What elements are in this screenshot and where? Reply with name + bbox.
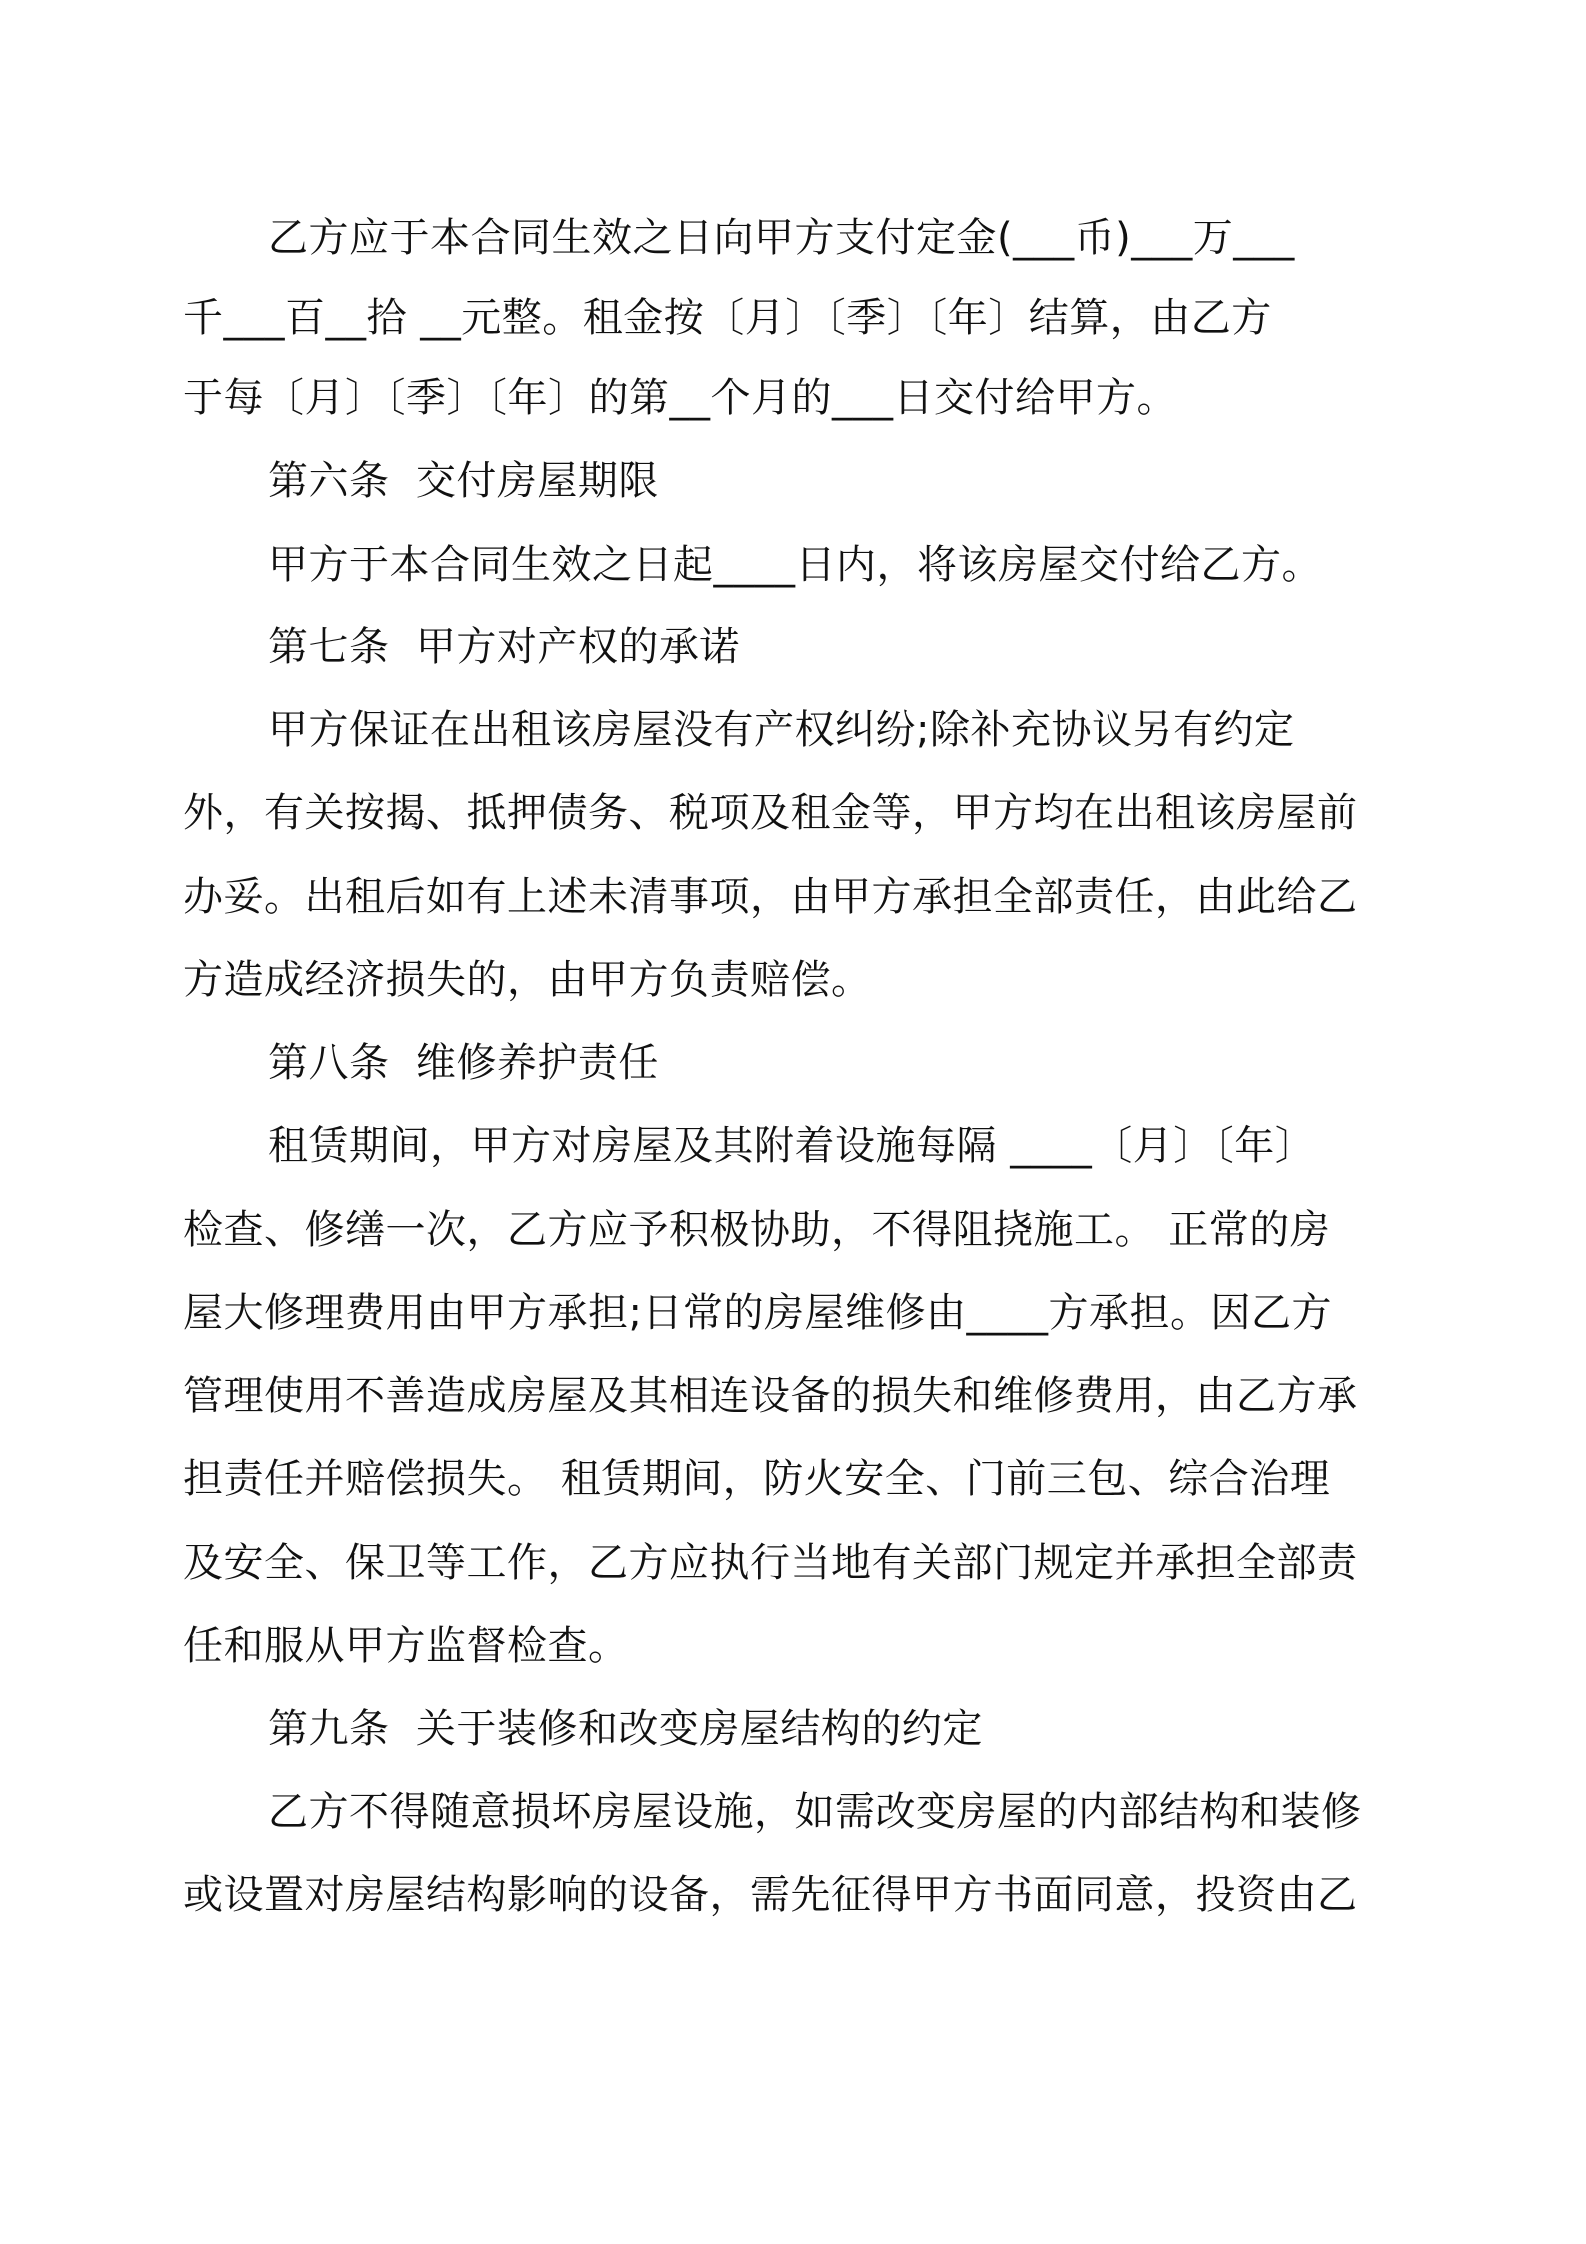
article-8-body-line: 管理使用不善造成房屋及其相连设备的损失和维修费用，由乙方承 [183, 1373, 1358, 1419]
article-8-body-line: 及安全、保卫等工作，乙方应执行当地有关部门规定并承担全部责 [183, 1540, 1358, 1586]
article-6-body-line: 甲方于本合同生效之日起____日内，将该房屋交付给乙方。 [268, 542, 1322, 588]
article-7-heading: 第七条 甲方对产权的承诺 [268, 624, 740, 670]
paragraph-deposit-line: 于每〔月〕〔季〕〔年〕的第__个月的___日交付给甲方。 [183, 375, 1177, 421]
article-8-body-line: 任和服从甲方监督检查。 [183, 1623, 629, 1669]
article-7-body-line: 方造成经济损失的，由甲方负责赔偿。 [183, 957, 872, 1003]
article-9-heading: 第九条 关于装修和改变房屋结构的约定 [268, 1706, 983, 1752]
article-7-body-line: 甲方保证在出租该房屋没有产权纠纷;除补充协议另有约定 [268, 707, 1295, 753]
article-8-heading: 第八条 维修养护责任 [268, 1040, 659, 1086]
article-7-body-line: 办妥。出租后如有上述未清事项，由甲方承担全部责任，由此给乙 [183, 874, 1358, 920]
article-8-body-line: 担责任并赔偿损失。 租赁期间，防火安全、门前三包、综合治理 [183, 1456, 1331, 1502]
paragraph-deposit-line: 乙方应于本合同生效之日向甲方支付定金(___币)___万___ [268, 215, 1295, 261]
article-6-heading: 第六条 交付房屋期限 [268, 458, 659, 504]
article-8-body-line: 屋大修理费用由甲方承担;日常的房屋维修由____方承担。因乙方 [183, 1290, 1332, 1336]
article-9-body-line: 乙方不得随意损坏房屋设施，如需改变房屋的内部结构和装修 [268, 1789, 1362, 1835]
article-8-body-line: 租赁期间，甲方对房屋及其附着设施每隔 ____〔月〕〔年〕 [268, 1123, 1316, 1169]
article-7-body-line: 外，有关按揭、抵押债务、税项及租金等，甲方均在出租该房屋前 [183, 790, 1358, 836]
paragraph-deposit-line: 千___百__拾 __元整。租金按〔月〕〔季〕〔年〕结算，由乙方 [183, 295, 1272, 341]
article-9-body-line: 或设置对房屋结构影响的设备，需先征得甲方书面同意，投资由乙 [183, 1872, 1358, 1918]
article-8-body-line: 检查、修缮一次，乙方应予积极协助，不得阻挠施工。 正常的房 [183, 1207, 1331, 1253]
